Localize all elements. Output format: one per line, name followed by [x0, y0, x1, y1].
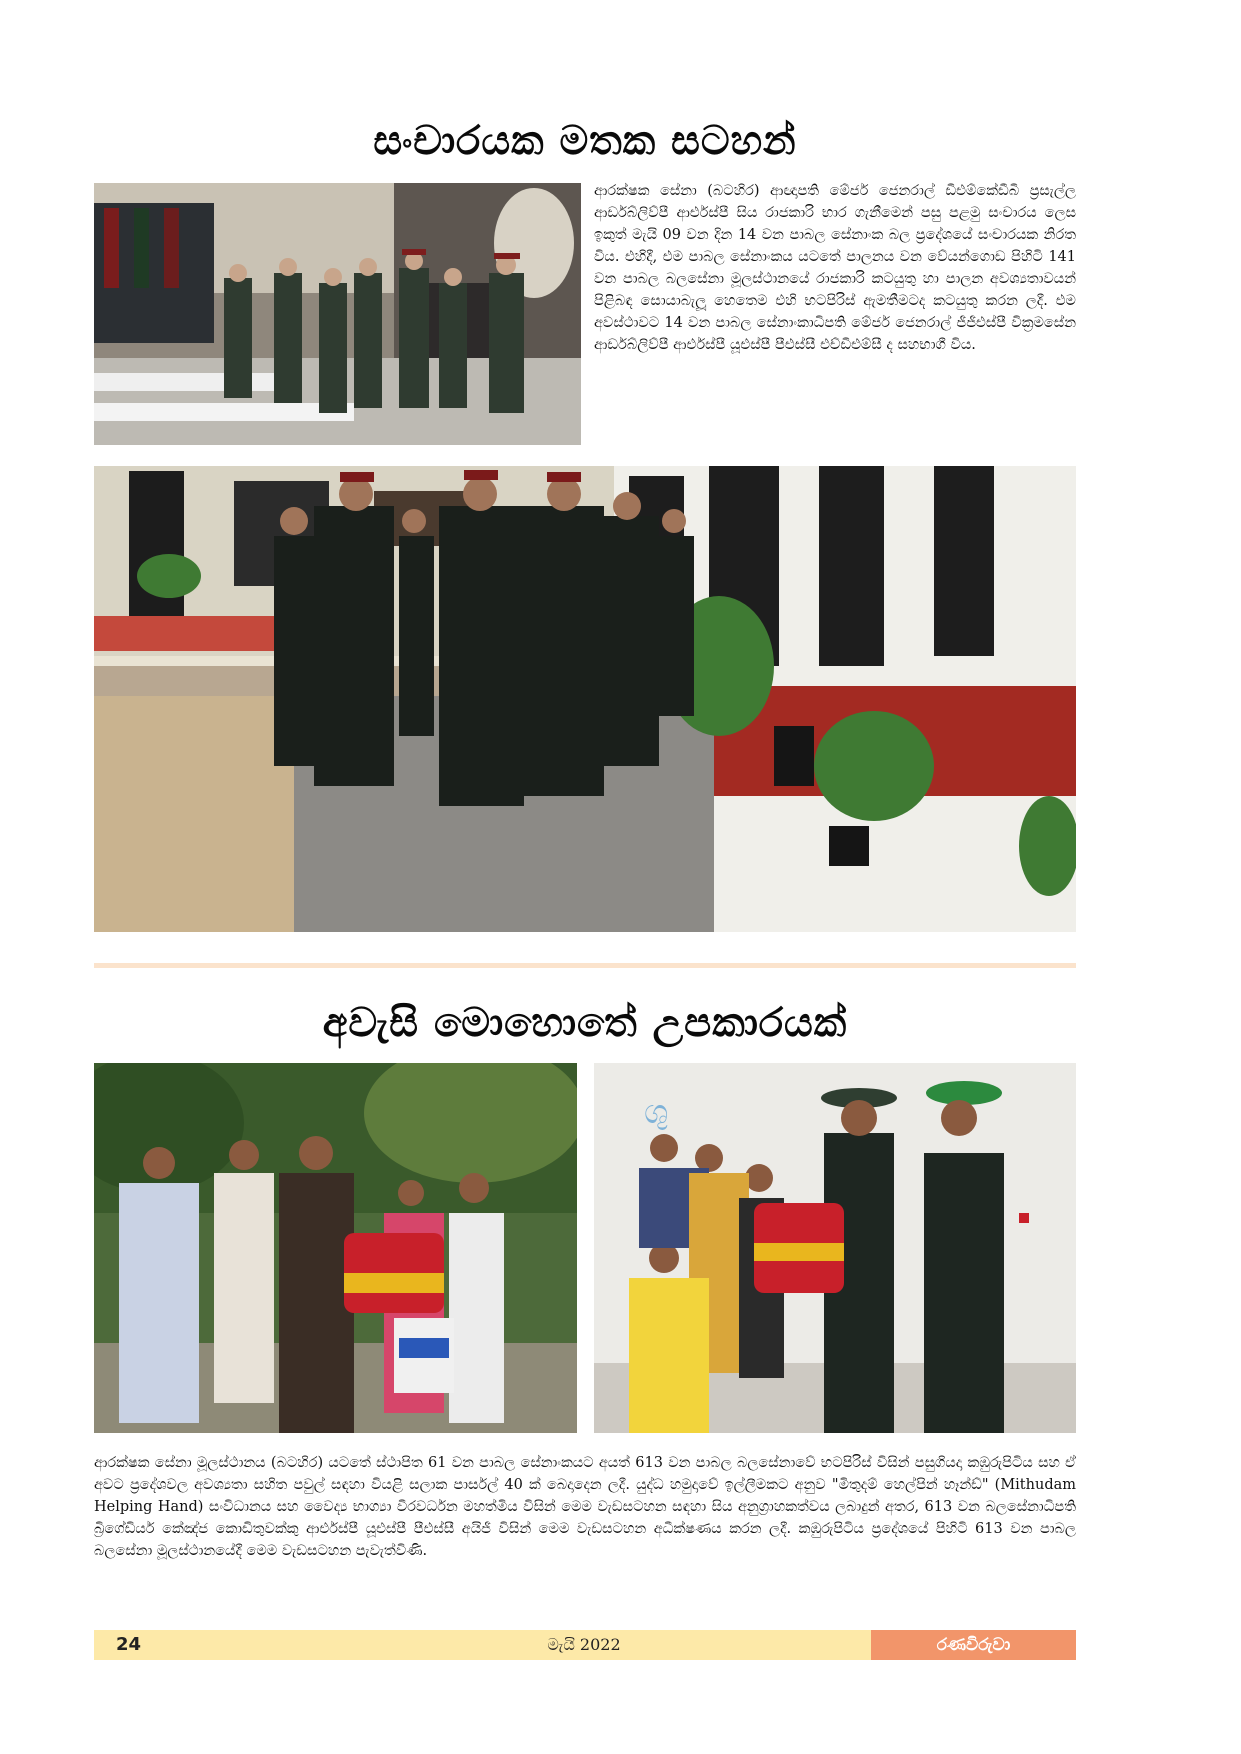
- svg-text:ශු: ශු: [644, 1092, 669, 1132]
- issue-date: මැයි 2022: [547, 1635, 621, 1654]
- magazine-brand: රණවිරුවා: [871, 1630, 1076, 1660]
- parcel-handover-outdoor-photo: [94, 1063, 577, 1433]
- footer-bar: [94, 1630, 1076, 1660]
- article-1-title: සංචාරයක මතක සටහන්: [373, 118, 797, 164]
- article-2-body: ආරක්ෂක සේනා මූලස්ථානය (බටහිර) යටතේ ස්ථාපිත 61 වන පාබල සේනාංකයට අයත් 613 වන පාබල බලසේනාවේ භටපිරිස් විසින් පසුගියදා කඹුරුපිටිය සහ ඒ අවට ප්‍රදේශවල අවශ්‍යතා සහිත පවුල් සඳහා වියළි සලාක පාර්සල් 40 ක් බෙදාදෙන ලදී. යුද්ධ හමුදාවේ ඉල්ලීමකට අනුව "මිතුදම් හෙල්පින් හෑන්ඩ්" (Mithudam Helping Hand) සංවිධානය සහ වෛද්‍ය භාග්‍යා වීරවර්ධන මහත්මිය විසින් මෙම වැඩසටහන සඳහා සිය අනුග්‍රාහකත්වය ලබාදුන් අතර, 613 වන බලසේනාධිපති බ්‍රිගේඩියර් කේඤ්ජ කොඩිතුවක්කු ආර්එස්පී යූඑස්පී පීඑස්සී අයිජී විසින් මෙම වැඩසටහන අධීක්ෂණය කරන ලදී. කඹුරුපිටිය ප්‍රදේශයේ පිහිටි 613 වන පාබල බලසේනා මූලස්ථානයේදී මෙම වැඩසටහන පැවැත්විණි.: [94, 1455, 1076, 1559]
- parcel-handover-indoor-photo: [594, 1063, 1076, 1433]
- officers-walking-photo: [94, 466, 1076, 932]
- article-1-body: ආරක්ෂක සේනා (බටහිර) ආඥාපති මේජර් ජෙනරාල් ඩීඑම්කේඩීබී ප්‍රසැල්ල ආර්ඩබ්ලිව්පී ආර්එස්පී සිය රාජකාරි භාර ගැනීමෙන් පසු පළමු සංචාරය ලෙස ඉකුත් මැයි 09 වන දින 14 වන පාබල සේනාංක බල ප්‍රදේශයේ සංචාරයක නිරත විය. එහිදී, එම පාබල සේනාංකය යටතේ පාලනය වන වේයන්ගොඩ පිහිටි 141 වන පාබල බලසේනා මූලස්ථානයේ රාජකාරි කටයුතු හා පාලන අවශ්‍යතාවයන් පිළිබඳ සොයාබැලූ හෙතෙම එහි භටපිරිස් ඇමතීමටද කටයුතු කරන ලදී. එම අවස්ථාවට 14 වන පාබල සේනාංකාධිපති මේජර් ජෙනරාල් ජීජීඑස්පී වික්‍රමසේන ආර්ඩබ්ලිව්පී ආර්එස්පී යූඑස්පී පීඑස්සී එච්ඩීඑම්සී ද සහභාගී විය.: [594, 183, 1076, 353]
- page-number: 24: [116, 1634, 142, 1655]
- article-2-title: අවැසි මොහොතේ උපකාරයක්: [322, 1000, 848, 1046]
- section-divider: [94, 963, 1076, 968]
- barracks-visit-photo: [94, 183, 581, 445]
